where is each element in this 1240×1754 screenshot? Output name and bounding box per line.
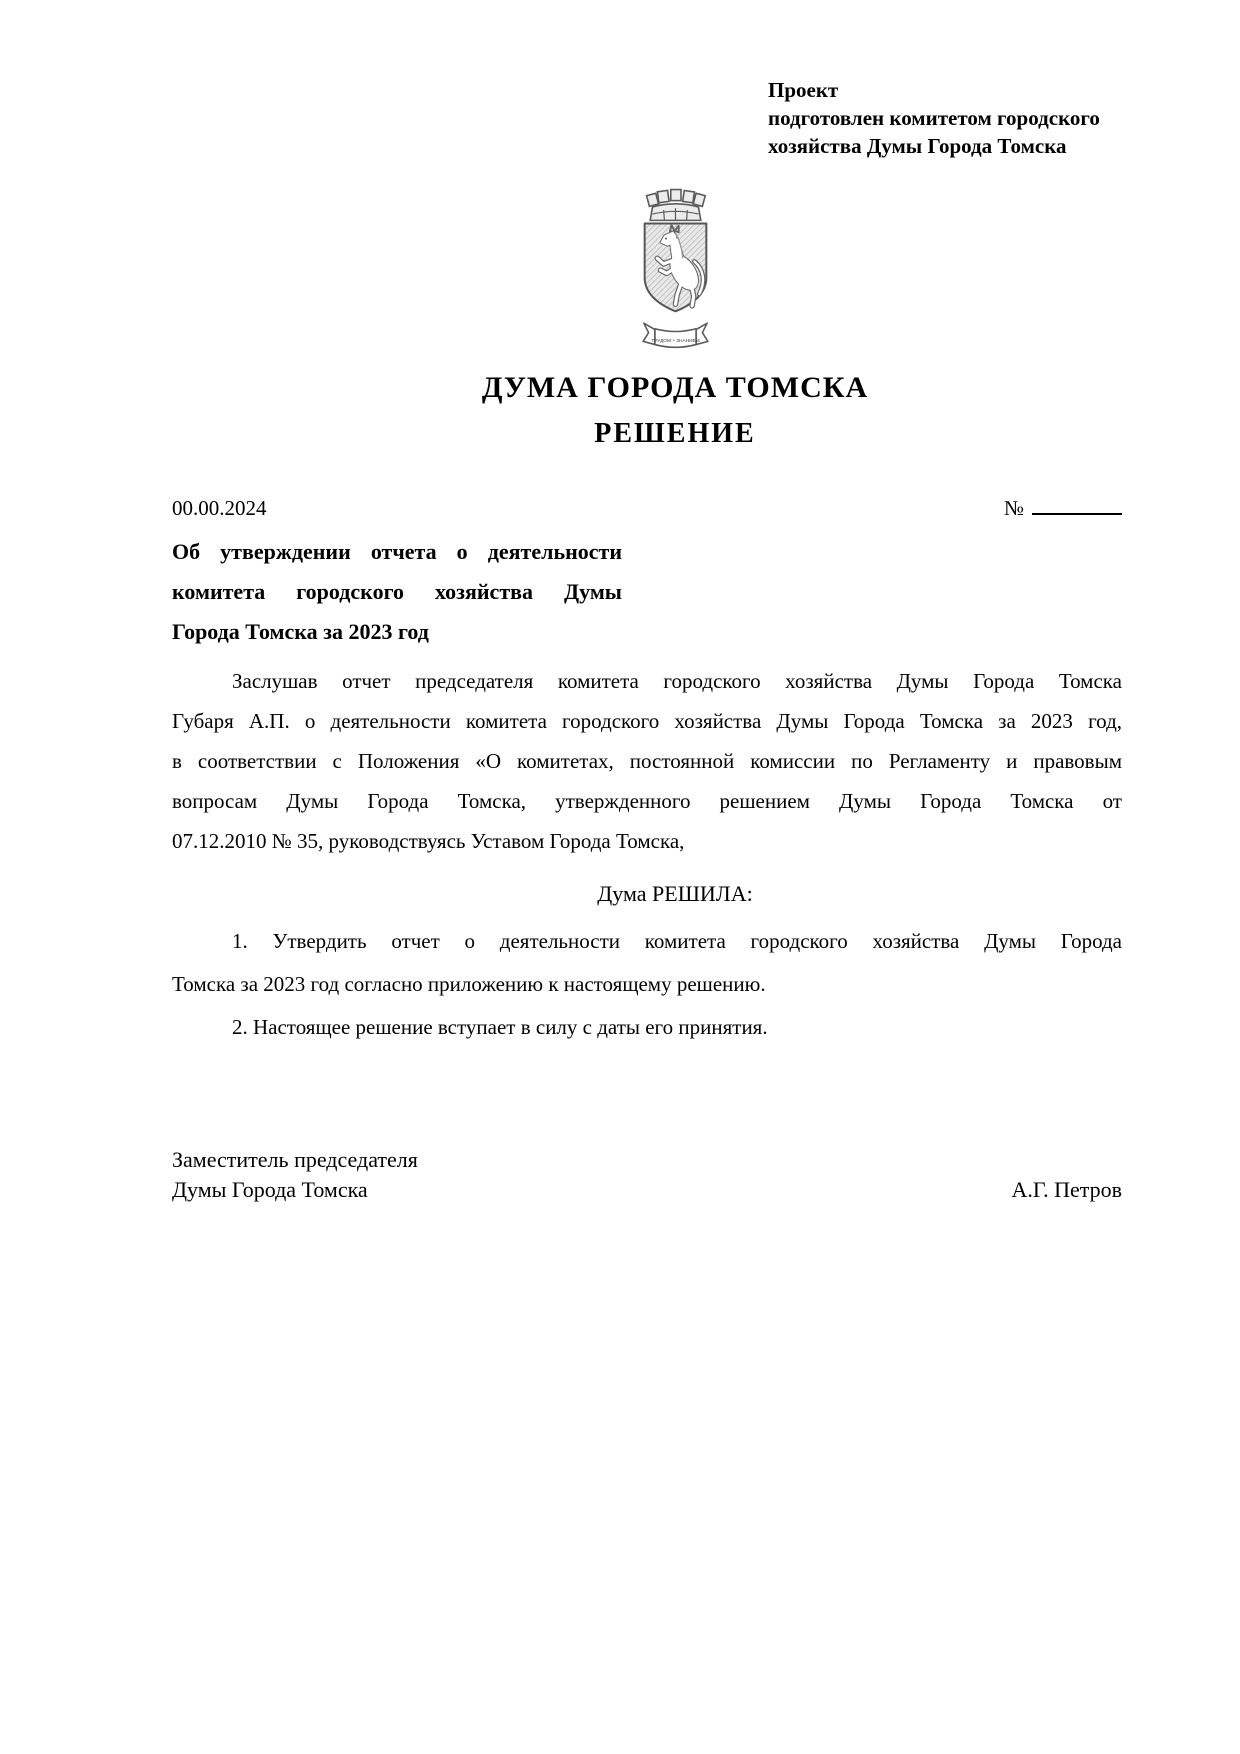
header-note-line-1: Проект <box>768 78 839 102</box>
preamble-line-3: в соответствии с Положения «О комитетах, постоянной комиссии по Регламенту и правовым <box>172 749 1122 773</box>
signer-position <box>172 1145 418 1205</box>
resolution-lead: Дума РЕШИЛА: <box>597 881 753 906</box>
emblem-row <box>200 184 1150 358</box>
emblem-motto: ТРУДОМ + ЗНАНИЕМ <box>650 339 700 345</box>
preamble-line-1: Заслушав отчет председателя комитета городского хозяйства Думы Города Томска <box>232 669 1122 693</box>
item-2-line-1: 2. Настоящее решение вступает в силу с даты его принятия. <box>232 1015 768 1039</box>
preamble-line-4: вопросам Думы Города Томска, утвержденного решением Думы Города Томска от <box>172 789 1122 813</box>
document-type-title: РЕШЕНИЕ <box>594 418 756 449</box>
subject-line-1: Об утверждении отчета о деятельности <box>172 539 622 564</box>
organization-title: ДУМА ГОРОДА ТОМСКА <box>481 371 869 404</box>
preamble-line-5: 07.12.2010 № 35, руководствуясь Уставом Города Томска, <box>172 829 685 853</box>
header-note-line-3: хозяйства Думы Города Томска <box>768 134 1067 158</box>
subject-heading <box>172 532 622 652</box>
item-1-line-2: Томска за 2023 год согласно приложению к настоящему решению. <box>172 972 766 996</box>
header-note <box>768 76 1122 160</box>
signer-position-line-1: Заместитель председателя <box>172 1147 418 1172</box>
subject-line-2: комитета городского хозяйства Думы <box>172 579 622 604</box>
date-number-row <box>172 495 1122 521</box>
tomsk-coat-of-arms-emblem <box>628 184 723 358</box>
header-note-line-2: подготовлен комитетом городского <box>768 106 1100 130</box>
signer-position-line-2: Думы Города Томска <box>172 1177 368 1202</box>
number-blank-line <box>1032 499 1122 515</box>
signature-block <box>172 1145 1122 1205</box>
document-date: 00.00.2024 <box>172 496 267 520</box>
number-sign: № <box>1003 496 1024 520</box>
item-1-line-1: 1. Утвердить отчет о деятельности комитета городского хозяйства Думы Города <box>232 929 1122 953</box>
document-number <box>1004 495 1122 521</box>
resolution-items <box>172 920 1122 1049</box>
signer-name: А.Г. Петров <box>1011 1177 1122 1202</box>
preamble-paragraph <box>172 661 1122 861</box>
preamble-line-2: Губаря А.П. о деятельности комитета городского хозяйства Думы Города Томска за 2023 год, <box>172 709 1122 733</box>
subject-line-3: Города Томска за 2023 год <box>172 619 429 644</box>
